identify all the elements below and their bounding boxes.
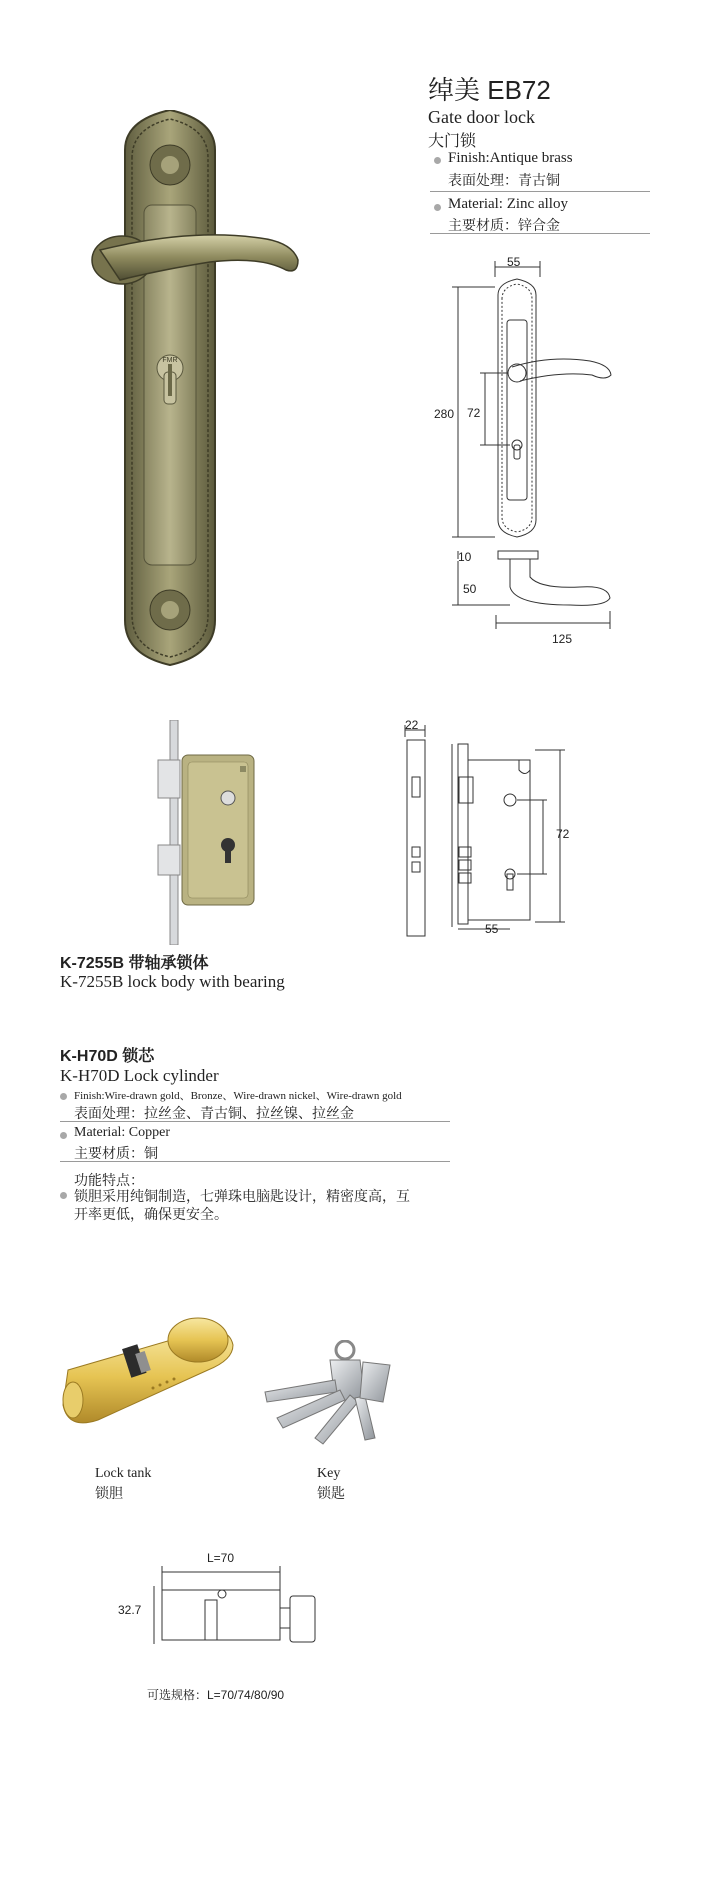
gate-lock-drawing (420, 255, 650, 645)
dim-lockbody-spacing: 72 (556, 827, 570, 841)
lock-tank-label-cn: 锁胆 (95, 1485, 123, 1501)
features-line-1: 锁胆采用纯铜制造，七弹珠电脑匙设计，精密度高，互 (74, 1188, 410, 1204)
key-label-en: Key (317, 1466, 341, 1481)
cylinder-subtitle: K-H70D Lock cylinder (60, 1066, 219, 1085)
lock-tank-label-en: Lock tank (95, 1466, 152, 1481)
cylinder-finish-en: Finish:Wire-drawn gold、Bronze、Wire-drawn nickel、Wire-drawn gold (74, 1090, 402, 1102)
cylinder-material-cn: 主要材质：铜 (74, 1145, 158, 1161)
dim-spacing: 72 (467, 406, 481, 420)
gate-lock-subtitle-cn: 大门锁 (428, 133, 477, 150)
cylinder-title: K-H70D 锁芯 (60, 1048, 155, 1065)
gate-lock-photo (60, 110, 370, 670)
dim-depth: 10 (458, 550, 472, 564)
cylinder-length-label: L=70 (207, 1551, 235, 1565)
cylinder-finish-cn: 表面处理：拉丝金、青古铜、拉丝镍、拉丝金 (74, 1105, 354, 1121)
material-rule (430, 233, 650, 234)
cylinder-drawing (150, 1560, 330, 1660)
plate-logo: FMR (162, 357, 178, 364)
lock-body-photo (150, 720, 260, 945)
cylinder-height-label: 32.7 (118, 1603, 142, 1617)
finish-bullet (434, 157, 441, 164)
cylinder-finish-bullet (60, 1093, 67, 1100)
material-en: Material: Zinc alloy (448, 196, 568, 212)
cylinder-material-rule (60, 1161, 450, 1162)
gate-lock-subtitle-en: Gate door lock (428, 107, 535, 127)
dim-handle-offset: 50 (463, 582, 477, 596)
finish-en: Finish:Antique brass (448, 150, 573, 166)
key-label-cn: 锁匙 (317, 1485, 345, 1501)
dim-height: 280 (434, 407, 455, 421)
lock-tank-photo (58, 1300, 238, 1450)
dim-backset: 55 (485, 922, 499, 936)
material-bullet (434, 204, 441, 211)
key-photo (255, 1340, 405, 1450)
gate-lock-title: 绰美 EB72 (428, 75, 551, 105)
material-cn: 主要材质：锌合金 (448, 217, 560, 233)
dim-width: 55 (507, 255, 521, 269)
lock-body-title: K-7255B 带轴承锁体 (60, 955, 209, 972)
cylinder-finish-rule (60, 1121, 450, 1122)
features-bullet (60, 1192, 67, 1199)
cylinder-material-en: Material: Copper (74, 1125, 171, 1140)
features-title: 功能特点： (74, 1172, 144, 1188)
dim-handle-length: 125 (552, 632, 573, 646)
dim-thickness: 22 (405, 718, 419, 732)
finish-cn: 表面处理：青古铜 (448, 172, 560, 188)
lock-body-subtitle: K-7255B lock body with bearing (60, 972, 285, 991)
finish-rule (430, 191, 650, 192)
cylinder-options: 可选规格：L=70/74/80/90 (147, 1688, 285, 1702)
cylinder-material-bullet (60, 1132, 67, 1139)
features-line-2: 开率更低，确保更安全。 (74, 1206, 228, 1222)
